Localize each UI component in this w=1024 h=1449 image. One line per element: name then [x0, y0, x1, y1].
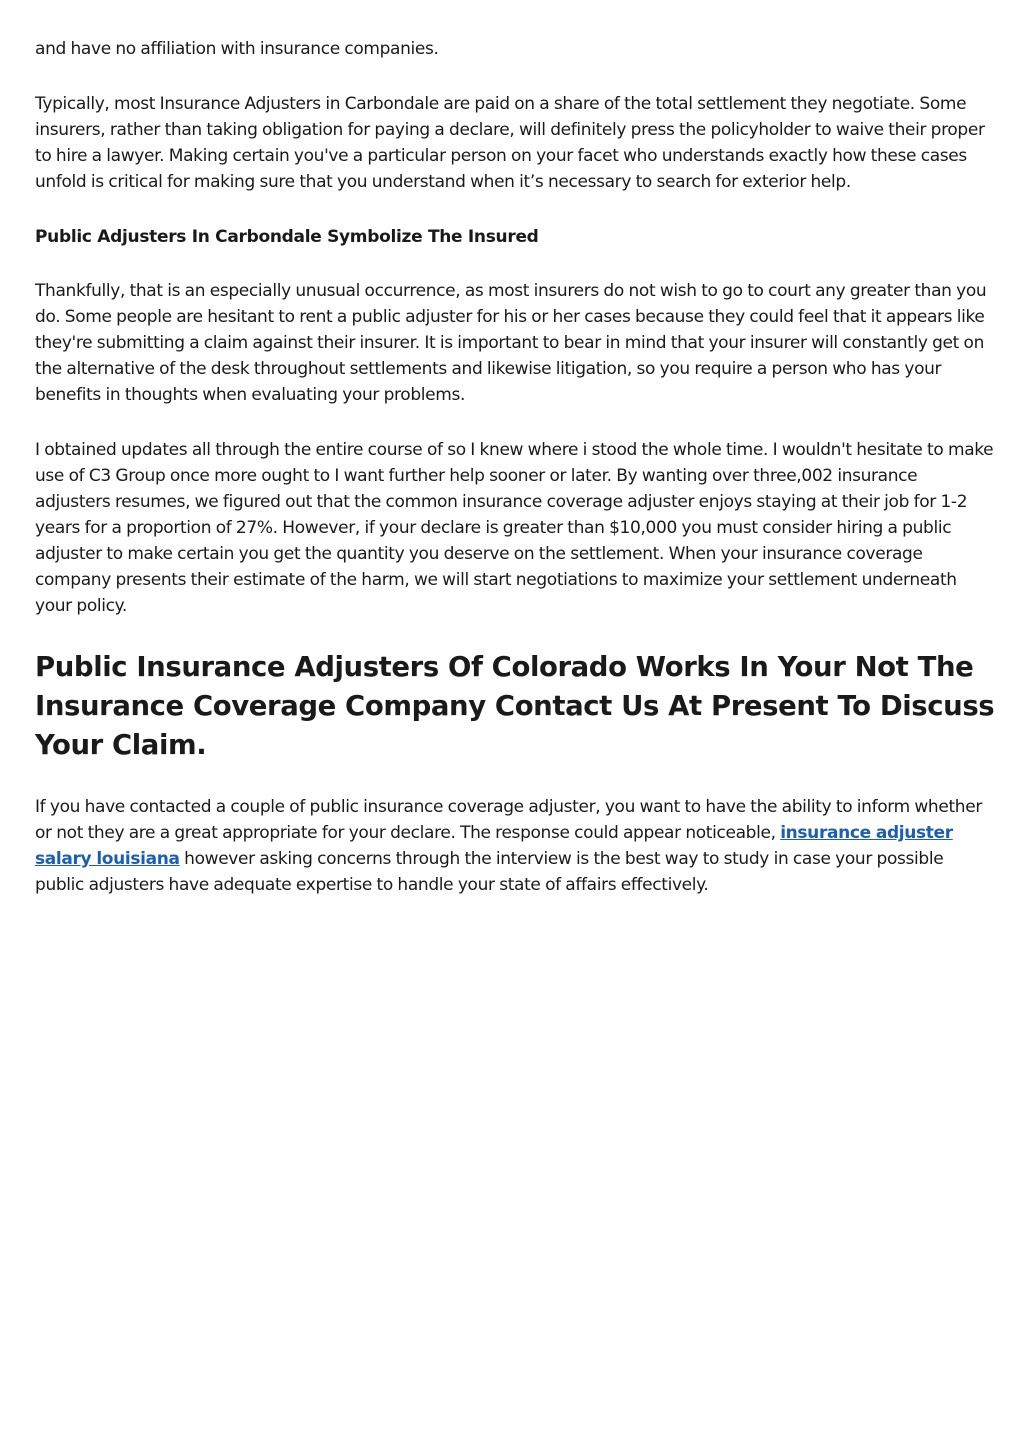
paragraph-contacted-text-start: If you have contacted a couple of public insurance coverage adjuster, you want to have the ability to inform whether or not they are a great appropriate for your declare. The response could appear noticeable, [35, 797, 982, 843]
salary-louisiana-link[interactable]: insurance adjuster salary louisiana [35, 823, 953, 869]
article-body [35, 36, 995, 927]
paragraph-intro-fragment: and have no affiliation with insurance companies. [35, 39, 439, 59]
paragraph-adjusters-pay: Typically, most Insurance Adjusters in Carbondale are paid on a share of the total settlement they negotiate. Some insurers, rather than taking obligation for paying a declare, will definitely press the policyholder to waive their proper to hire a lawyer. Making certain you've a particular person on your facet who understands exactly how these cases unfold is critical for making sure that you understand when it’s necessary to search for exterior help. [35, 94, 985, 192]
paragraph-updates: I obtained updates all through the entire course of so I knew where i stood the whole time. I wouldn't hesitate to make use of C3 Group once more ought to I want further help sooner or later. By wanting over three,002 insurance adjusters resumes, we figured out that the common insurance coverage adjuster enjoys staying at their job for 1-2 years for a proportion of 27%. However, if your declare is greater than $10,000 you must consider hiring a public adjuster to make certain you get the quantity you deserve on the settlement. When your insurance coverage company presents their estimate of the harm, we will start negotiations to maximize your settlement underneath your policy. [35, 440, 994, 616]
paragraph-contacted-text-end: however asking concerns through the interview is the best way to study in case your possible public adjusters have adequate expertise to handle your state of affairs effectively. [35, 849, 944, 895]
paragraph-unusual-occurrence: Thankfully, that is an especially unusual occurrence, as most insurers do not wish to go to court any greater than you do. Some people are hesitant to rent a public adjuster for his or her cases because they could feel that it appears like they're submitting a claim against their insurer. It is important to bear in mind that your insurer will constantly get on the alternative of the desk throughout settlements and likewise litigation, so you require a person who has your benefits in thoughts when evaluating your problems. [35, 281, 987, 405]
paragraph-contacted [35, 794, 995, 898]
subheading-carbondale: Public Adjusters In Carbondale Symbolize The Insured [35, 227, 539, 247]
heading-colorado: Public Insurance Adjusters Of Colorado Works In Your Not The Insurance Coverage Company Contact Us At Present To Discuss Your Claim. [35, 651, 995, 761]
